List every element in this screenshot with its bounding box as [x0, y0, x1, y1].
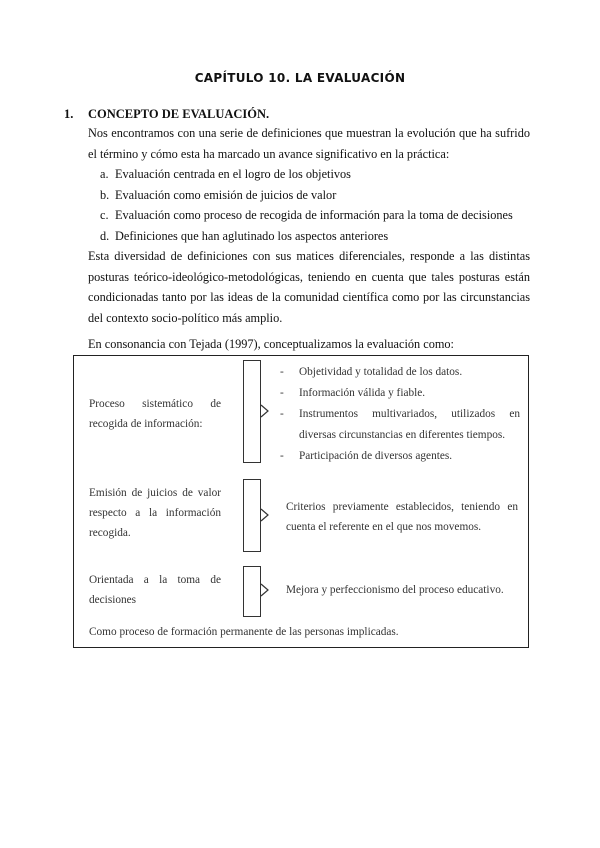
list-item-text: Evaluación como emisión de juicios de valor — [115, 187, 337, 202]
evaluation-diagram — [73, 355, 529, 648]
row-1-arrow-icon — [260, 404, 270, 418]
list-item — [100, 226, 513, 247]
list-item-text: Definiciones que han aglutinado los aspectos anteriores — [115, 228, 389, 243]
definitions-list — [100, 164, 513, 246]
item-text: Información válida y fiable. — [299, 387, 426, 399]
row-2-bracket — [243, 479, 261, 552]
dash-marker: - — [280, 366, 284, 378]
row-3-arrow-icon — [260, 583, 270, 597]
dash-marker: - — [280, 450, 284, 462]
list-item — [280, 446, 520, 467]
section-title: CONCEPTO DE EVALUACIÓN. — [88, 107, 270, 121]
list-item — [100, 164, 513, 185]
item-text: Instrumentos multivariados, utilizados en diversas circunstancias en diferentes tiempos. — [299, 408, 520, 441]
diagram-row-2-text: Criterios previamente establecidos, teniendo en cuenta el referente en el que nos movemos. — [286, 501, 518, 533]
diagram-footer: Como proceso de formación permanente de las personas implicadas. — [89, 626, 399, 638]
diagram-row-1-items — [280, 362, 520, 467]
list-item — [280, 383, 520, 404]
dash-marker: - — [280, 408, 284, 420]
dash-marker: - — [280, 387, 284, 399]
diagram-row-3-text: Mejora y perfeccionismo del proceso educativo. — [286, 584, 504, 596]
list-marker: d. — [100, 228, 110, 243]
row-2-arrow-icon — [260, 508, 270, 522]
diagram-row-1-label: Proceso sistemático de recogida de información: — [89, 398, 221, 430]
item-text: Objetividad y totalidad de los datos. — [299, 366, 463, 378]
item-text: Participación de diversos agentes. — [299, 450, 453, 462]
section-number: 1. — [64, 107, 74, 121]
tejada-paragraph: En consonancia con Tejada (1997), conceptualizamos la evaluación como: — [88, 337, 454, 351]
list-item — [280, 404, 520, 446]
row-1-bracket — [243, 360, 261, 463]
list-item-text: Evaluación como proceso de recogida de información para la toma de decisiones — [115, 208, 513, 222]
list-item — [100, 205, 513, 226]
list-item — [100, 185, 513, 206]
list-marker: a. — [100, 167, 109, 181]
list-marker: c. — [100, 208, 109, 222]
row-3-bracket — [243, 566, 261, 617]
chapter-title: CAPÍTULO 10. LA EVALUACIÓN — [194, 71, 406, 85]
diagram-row-2-label: Emisión de juicios de valor respecto a la información recogida. — [89, 487, 221, 539]
list-marker: b. — [100, 187, 110, 202]
list-item-text: Evaluación centrada en el logro de los objetivos — [115, 167, 351, 181]
diversity-paragraph: Esta diversidad de definiciones con sus matices diferenciales, responde a las distintas posturas teórico-ideológico-metodológicas, teniendo en cuenta que tales posturas están condicionadas tanto por las ideas de la comunidad científica como por las circunstancias del contexto socio-político más amplio. — [88, 249, 530, 325]
list-item — [280, 362, 520, 383]
intro-paragraph: Nos encontramos con una serie de definiciones que muestran la evolución que ha sufrido el término y cómo esta ha marcado un avance significativo en la práctica: — [88, 126, 530, 161]
diagram-row-3-label: Orientada a la toma de decisiones — [89, 574, 221, 606]
section-heading — [64, 107, 269, 122]
